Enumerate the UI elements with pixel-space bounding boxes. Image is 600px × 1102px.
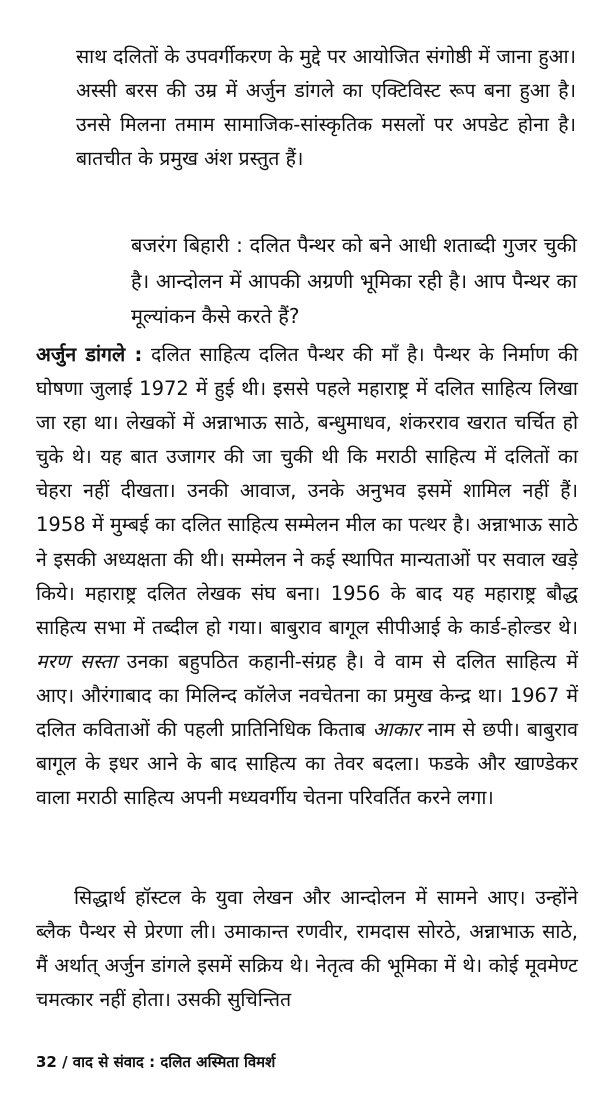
intro-paragraph: साथ दलितों के उपवर्गीकरण के मुद्दे पर आयोजित संगोष्ठी में जाना हुआ। अस्सी बरस की उम्र में अर्जुन डांगले का एक्टिविस्ट रूप बना हुआ है। उनसे मिलना तमाम सामाजिक-सांस्कृतिक मसलों पर अपडेट होना है। बातचीत के प्रमुख अंश प्रस्तुत हैं। <box>76 45 576 170</box>
answer-speaker: अर्जुन डांगले : <box>36 343 143 366</box>
answer-text-part3: नाम से छपी। बाबुराव बागूल के इधर आने के बाद साहित्य का तेवर बदला। फडके और खाण्डेकर वाला मराठी साहित्य अपनी मध्यवर्गीय चेतना परिवर्तित करने लगा। <box>36 718 579 810</box>
book-title-maran-sasta: मरण सस्ता <box>36 649 117 673</box>
interview-answer <box>36 338 578 815</box>
answer-text-part2: उनका बहुपठित कहानी-संग्रह है। वे वाम से दलित साहित्य में आए। औरंगाबाद का मिलिन्द कॉलेज नवचेतना का प्रमुख केन्द्र था। 1967 में दलित कविताओं की पहली प्रातिनिधिक किताब <box>36 649 579 742</box>
interview-question: बजरंग बिहारी : दलित पैन्थर को बने आधी शताब्दी गुजर चुकी है। आन्दोलन में आपकी अग्रणी भूमिका रही है। आप पैन्थर का मूल्यांकन कैसे करते हैं? <box>131 233 577 328</box>
book-title-aakar: आकार <box>372 718 421 742</box>
answer-paragraph-2: सिद्धार्थ हॉस्टल के युवा लेखन और आन्दोलन में सामने आए। उन्होंने ब्लैक पैन्थर से प्रेरणा ली। उमाकान्त रणवीर, रामदास सोरठे, अन्नाभाऊ साठे, मैं अर्थात् अर्जुन डांगले इसमें सक्रिय थे। नेतृत्व की भूमिका में थे। कोई मूवमेण्ट चमत्कार नहीं होता। उसकी सुचिन्तित <box>36 886 578 1012</box>
answer-text-part1: दलित साहित्य दलित पैन्थर की माँ है। पैन्थर के निर्माण की घोषणा जुलाई 1972 में हुई थी। इससे पहले महाराष्ट्र में दलित साहित्य लिखा जा रहा था। लेखकों में अन्नाभाऊ साठे, बन्धुमाधव, शंकरराव खरात चर्चित हो चुके थे। यह बात उजागर की जा चुकी थी कि मराठी साहित्य में दलितों का चेहरा नहीं दीखता। उनकी आवाज, उनके अनुभव इसमें शामिल नहीं हैं। 1958 में मुम्बई का दलित साहित्य सम्मेलन मील का पत्थर है। अन्नाभाऊ साठे ने इसकी अध्यक्षता की थी। सम्मेलन ने कई स्थापित मान्यताओं पर सवाल खड़े किये। महाराष्ट्र दलित लेखक संघ बना। 1956 के बाद यह महाराष्ट्र बौद्ध साहित्य सभा में तब्दील हो गया। बाबुराव बागूल सीपीआई के कार्ड-होल्डर थे। <box>36 343 579 639</box>
page-footer: 32 / वाद से संवाद : दलित अस्मिता विमर्श <box>36 1053 276 1071</box>
